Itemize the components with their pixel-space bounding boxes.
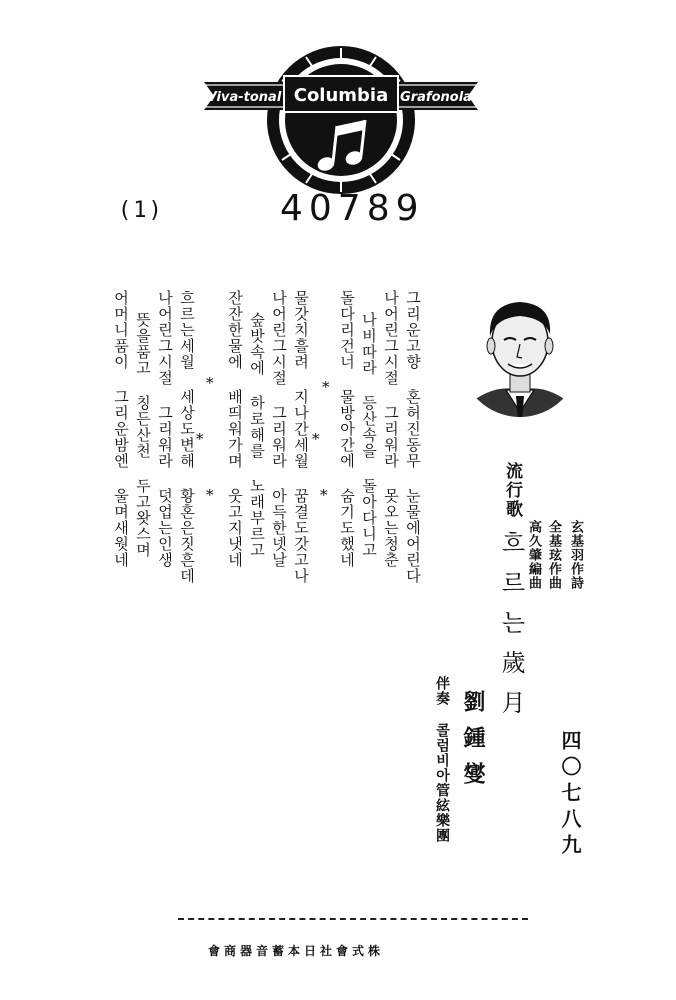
footer-divider — [178, 918, 528, 920]
verse-separator: * — [196, 430, 204, 448]
lyric-line: 숲밧속에 하로해를 노래부르고 — [248, 312, 266, 558]
singer-portrait — [460, 262, 580, 452]
record-number: 40789 — [280, 188, 425, 229]
lyric-line: 어머니품이 그리운밤엔 울며새웟네 — [112, 290, 130, 568]
lyric-line: 뜻을품고 칭든산천 두고왓스며 — [134, 312, 152, 558]
lyric-line: 나어린그시절 그리워라 못오는청춘 — [382, 290, 400, 568]
singer-name: 劉鍾燮 — [460, 690, 486, 798]
verse-separator: * — [206, 486, 214, 504]
verse-separator: * — [206, 374, 214, 392]
song-title: 흐르는歲月 — [497, 530, 525, 730]
lyric-line: 그리운고향 혼허진동무 눈물에어린다 — [404, 290, 422, 584]
credit-lyricist: 玄基羽作詩 — [568, 520, 583, 590]
logo-left-text: Viva-tonal — [206, 90, 282, 105]
columbia-logo — [196, 40, 486, 200]
credit-composer: 全基玹作曲 — [546, 520, 561, 590]
logo-right-text: Grafonola — [400, 90, 472, 105]
lyric-line: 잔잔한물에 배띄워가며 웃고지냇네 — [226, 290, 244, 568]
lyric-line: 나비따라 등산속을 돌아다니고 — [360, 312, 378, 558]
lyric-line: 나어린그시절 그리워라 아득한넷날 — [270, 290, 288, 568]
lyric-line: 흐르는세월 세상도변해 황혼은짓흔데 — [178, 290, 196, 584]
lyric-line: 돌다리건너 물방아간에 숨기도했네 — [338, 290, 356, 568]
record-side-label: (1) — [118, 198, 164, 223]
credit-arranger: 高久肇編曲 — [526, 520, 541, 590]
verse-separator: * — [322, 378, 330, 396]
accompaniment-credit: 伴奏 콜럼비아管絃樂團 — [434, 676, 450, 843]
logo-brand-text: Columbia — [293, 85, 389, 106]
footer-company: 會商器音蓄本日社會式株 — [208, 944, 385, 958]
lyric-line: 나어린그시절 그리워라 덧업는인생 — [156, 290, 174, 568]
catalog-number-hanja: 四〇七八九 — [558, 730, 582, 860]
song-genre: 流行歌 — [502, 462, 522, 519]
verse-separator: * — [312, 430, 320, 448]
verse-separator: * — [320, 486, 328, 504]
lyric-line: 물갓치흘려 지나간세월 꿈결도갓고나 — [292, 290, 310, 584]
